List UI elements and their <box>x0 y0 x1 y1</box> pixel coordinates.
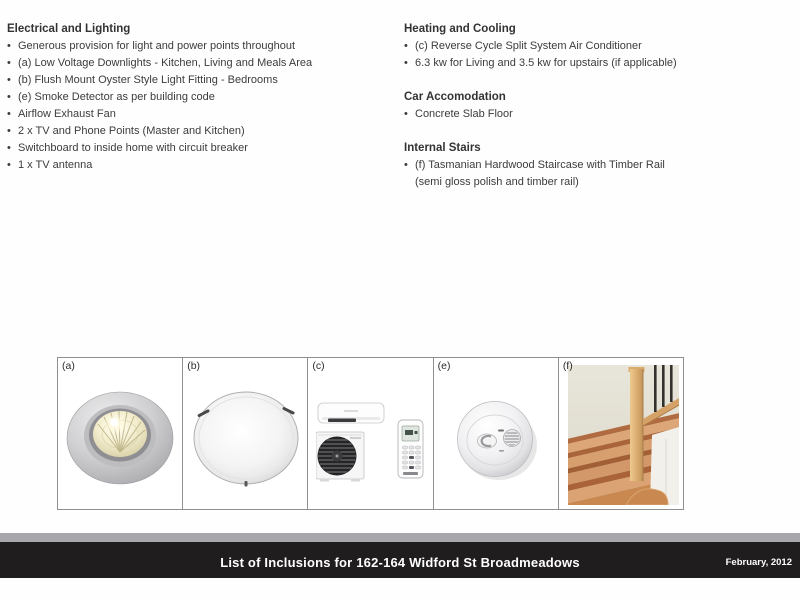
list-item-text: Switchboard to inside home with circuit breaker <box>18 142 248 154</box>
list-item <box>7 106 399 123</box>
bullet-icon: • <box>404 40 408 52</box>
section-heading: Internal Stairs <box>404 142 481 154</box>
cell-label: (c) <box>312 360 325 372</box>
list-item-text: (b) Flush Mount Oyster Style Light Fitting - Bedrooms <box>18 74 278 86</box>
section-electrical-and-lighting <box>7 21 399 174</box>
cell-label: (a) <box>62 360 75 372</box>
smoke-detector-photo <box>450 395 542 487</box>
recessed-downlight-photo <box>64 386 176 490</box>
list-item <box>7 157 399 174</box>
left-column <box>7 21 399 174</box>
list-item <box>7 140 399 157</box>
bullet-icon: • <box>7 57 11 69</box>
gallery-cell-e <box>434 358 559 509</box>
list-item <box>7 72 399 89</box>
bullet-icon: • <box>7 159 11 171</box>
list-item <box>7 38 399 55</box>
cell-label: (f) <box>562 360 573 372</box>
list-item <box>404 106 796 123</box>
cell-label: (e) <box>437 360 451 372</box>
bullet-icon: • <box>7 74 11 86</box>
list-item <box>404 55 796 72</box>
right-column <box>404 21 796 191</box>
list-item <box>7 89 399 106</box>
footer-date: February, 2012 <box>725 557 792 568</box>
gallery-cell-c <box>308 358 433 509</box>
section-car-accomodation <box>404 89 796 123</box>
section-heading: Car Accomodation <box>404 91 506 103</box>
timber-staircase-photo <box>568 365 679 505</box>
list-item-text: (f) Tasmanian Hardwood Staircase with Timber Rail <box>415 159 665 171</box>
list-item-continuation: (semi gloss polish and timber rail) <box>415 176 579 188</box>
list-item-text: 2 x TV and Phone Points (Master and Kitchen) <box>18 125 245 137</box>
list-item-text: 1 x TV antenna <box>18 159 93 171</box>
section-heading: Heating and Cooling <box>404 23 516 35</box>
section-heading: Electrical and Lighting <box>7 23 131 35</box>
footer-title: List of Inclusions for 162-164 Widford St Broadmeadows <box>220 555 580 570</box>
list-item-text: 6.3 kw for Living and 3.5 kw for upstairs (if applicable) <box>415 57 677 69</box>
list-item <box>7 123 399 140</box>
inclusions-gallery-table <box>57 357 684 510</box>
list-item-text: Concrete Slab Floor <box>415 108 513 120</box>
bullet-icon: • <box>7 40 11 52</box>
bullet-icon: • <box>7 142 11 154</box>
list-item-text: (c) Reverse Cycle Split System Air Conditioner <box>415 40 642 52</box>
bullet-icon: • <box>404 159 408 171</box>
footer-gray-strip <box>0 533 800 542</box>
list-item-text: Generous provision for light and power points throughout <box>18 40 296 52</box>
list-item <box>404 38 796 55</box>
section-internal-stairs <box>404 140 796 191</box>
bullet-icon: • <box>404 57 408 69</box>
section-heating-and-cooling <box>404 21 796 72</box>
gallery-cell-f <box>559 358 683 509</box>
gallery-cell-a <box>58 358 183 509</box>
list-item <box>7 55 399 72</box>
gallery-cell-b <box>183 358 308 509</box>
bullet-icon: • <box>404 108 408 120</box>
list-item-text: (a) Low Voltage Downlights - Kitchen, Living and Meals Area <box>18 57 313 69</box>
oyster-light-photo <box>191 388 301 488</box>
air-conditioner-photo <box>316 402 424 482</box>
list-item <box>404 157 796 174</box>
list-item-text: (e) Smoke Detector as per building code <box>18 91 215 103</box>
cell-label: (b) <box>187 360 201 372</box>
list-item-text: Airflow Exhaust Fan <box>18 108 116 120</box>
footer-bar <box>0 542 800 578</box>
bullet-icon: • <box>7 125 11 137</box>
bullet-icon: • <box>7 91 11 103</box>
bullet-icon: • <box>7 108 11 120</box>
